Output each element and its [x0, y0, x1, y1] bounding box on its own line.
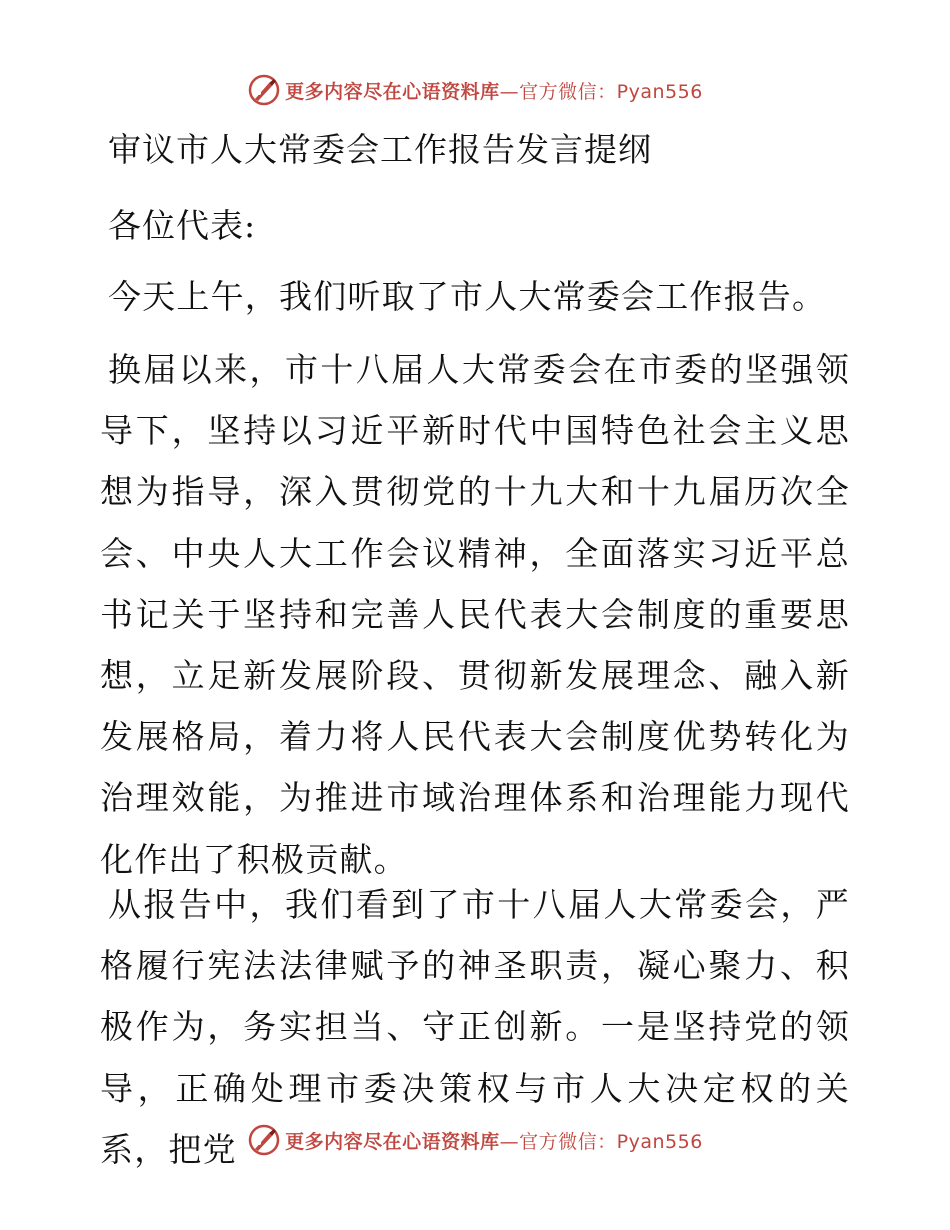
watermark-header — [0, 70, 950, 110]
watermark-text: 更多内容尽在心语资料库—官方微信：Pyan556 — [285, 1130, 703, 1153]
document-title: 审议市人大常委会工作报告发言提纲 — [108, 130, 652, 169]
watermark-text: 更多内容尽在心语资料库—官方微信：Pyan556 — [285, 80, 703, 103]
paragraph-2: 换届以来，市十八届人大常委会在市委的坚强领导下，坚持以习近平新时代中国特色社会主义思想为指导，深入贯彻党的十九大和十九届历次全会、中央人大工作会议精神，全面落实习近平总书记关于坚持和完善人民代表大会制度的重要思想，立足新发展阶段、贯彻新发展理念、融入新发展格局，着力将人民代表大会制度优势转化为治理效能，为推进市域治理体系和治理能力现代化作出了积极贡献。 — [100, 350, 850, 879]
pen-logo-icon — [247, 1123, 281, 1157]
pen-logo-icon — [247, 73, 281, 107]
paragraph-1: 今天上午，我们听取了市人大常委会工作报告。 — [108, 277, 827, 316]
watermark-footer — [0, 1120, 950, 1160]
paragraph-3: 从报告中，我们看到了市十八届人大常委会，严格履行宪法法律赋予的神圣职责，凝心聚力、积极作为，务实担当、守正创新。一是坚持党的领导，正确处理市委决策权与市人大决定权的关系，把党 — [100, 885, 850, 1169]
salutation: 各位代表: — [108, 206, 257, 245]
